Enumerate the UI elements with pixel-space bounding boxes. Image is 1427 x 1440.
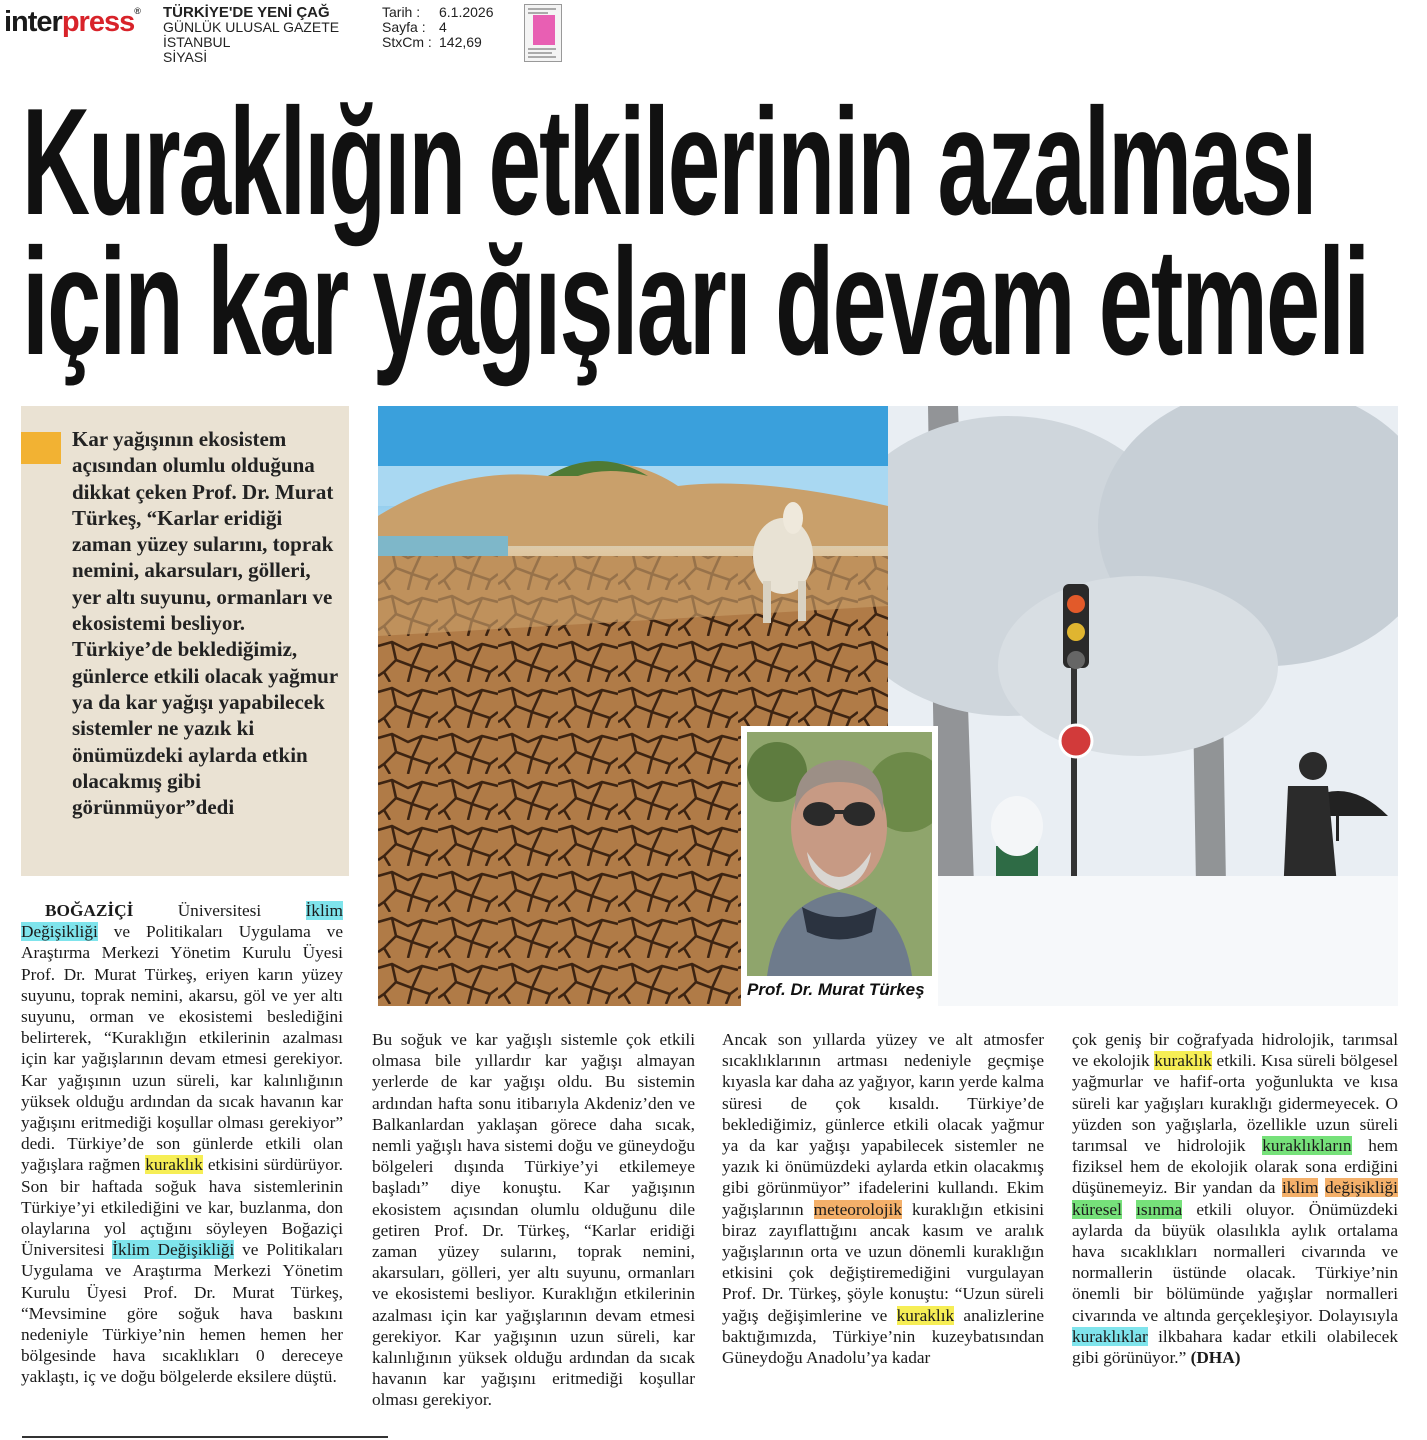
body-text: Üniversitesi	[133, 901, 306, 920]
headline-line-2: için kar yağışları devam etmeli	[22, 217, 1369, 387]
photo-caption: Prof. Dr. Murat Türkeş	[747, 980, 925, 999]
snow-photo	[888, 406, 1398, 1006]
interpress-logo	[4, 6, 140, 39]
page-value: 4	[439, 19, 447, 35]
date-label: Tarih :	[382, 4, 421, 20]
publication-frequency: GÜNLÜK ULUSAL GAZETE	[163, 19, 340, 35]
article-column-4	[1072, 1029, 1398, 1368]
headline-line-1: Kuraklığın etkilerinin azalması	[22, 77, 1316, 247]
article-column-3	[722, 1029, 1044, 1368]
source-tag: (DHA)	[1190, 1348, 1241, 1368]
stxcm-value: 142,69	[439, 34, 482, 50]
date-row	[382, 5, 494, 20]
highlight-term: değişikliği	[1325, 1178, 1398, 1198]
summary-text: Kar yağışının ekosistem açısından olumlu olduğuna dikkat çeken Prof. Dr. Murat Türkeş, “Karlar eridiği zaman yüzey sularını, toprak nemini, akarsuları, gölleri, yer altı suyunu, ormanları ve ekosistemi besliyor. Türkiye’de beklediğimiz, günlerce etkili olacak yağmur ya da kar yağışı yapabilecek sistemler ne yazık ki önümüzdeki aylarda etkin olacakmış gibi görünmüyor”dedi	[72, 427, 338, 820]
stxcm-row	[382, 35, 494, 50]
page-row	[382, 20, 494, 35]
highlight-term: İklim Değişikliği	[21, 901, 343, 942]
summary-marker	[21, 432, 61, 464]
highlight-term: iklim	[1281, 1178, 1319, 1198]
publication-name: TÜRKİYE'DE YENİ ÇAĞ	[163, 4, 330, 21]
article-column-1	[21, 900, 343, 1388]
body-text: analizlerine baktığımızda, Türkiye’nin kuzeybatısından Güneydoğu Anadolu’ya kadar	[722, 1305, 1045, 1368]
page-label: Sayfa :	[382, 19, 426, 35]
body-text: çok geniş bir coğrafyada hidrolojik, tarımsal ve ekolojik	[1072, 1030, 1398, 1071]
body-text: ilkbahara kadar etkili olabilecek gibi görünüyor.”	[1072, 1326, 1398, 1368]
publication-city: İSTANBUL	[163, 34, 231, 50]
publication-meta	[163, 5, 339, 65]
highlight-term: kuraklık	[1154, 1051, 1212, 1071]
highlight-term: meteorolojik	[813, 1199, 902, 1219]
logo-registered-mark: ®	[134, 6, 140, 16]
snow-illustration	[888, 406, 1398, 1006]
summary-box	[21, 406, 349, 876]
highlight-term: kuraklık	[896, 1305, 955, 1325]
page-thumbnail[interactable]	[524, 4, 562, 62]
portrait-image	[747, 732, 932, 976]
highlight-term: kuraklıkların	[1262, 1136, 1352, 1156]
highlight-term: küresel	[1072, 1199, 1122, 1219]
clipping-meta	[382, 5, 494, 50]
body-text: ve Politikaları Uygulama ve Araştırma Merkezi Yönetim Kurulu Üyesi Prof. Dr. Murat Türkeş, “Mevsimine göre soğuk hava baskını nedeniyle Türkiye’nin hemen hemen her bölgesinde hava sıcaklıkları 0 dereceye yaklaştı, iç ve doğu bölgelerde eksilere düştü.	[21, 1240, 343, 1387]
highlight-term: İklim Değişikliği	[112, 1240, 235, 1260]
body-text: ve Politikaları Uygulama ve Araştırma Merkezi Yönetim Kurulu Üyesi Prof. Dr. Murat Türkeş, eriyen karın yüzey suyunu, toprak nemini, akarsu, göl ve yer altı suyunu, orman ve ekosistemi beslediğini belirterek, “Kuraklığın etkilerinin azalması için kar yağışlarının devam etmesi gerekiyor. Kar yağışının uzun süreli, kar kalınlığının yüksek olduğu ardından da sıcak havanın kar yağışını eritmediği koşullar olması gerekiyor” dedi. Türkiye’de son günlerde etkili olan yağışlara rağmen	[21, 922, 343, 1175]
logo-part-2: press	[61, 6, 135, 38]
article-column-2: Bu soğuk ve kar yağışlı sistemle çok etkili olmasa bile yıllardır kar yağışı almayan yerlerde de kar yağışı oldu. Bu sistemin ardından hafta sonu itibarıyla Akdeniz’den ve Balkanlardan yaklaşan görece daha sıcak, nemli yağışlı hava sistemi doğu ve güneydoğu bölgeleri dışında Türkiye’yi etkilemeye başladı” diye konuştu. Kar yağışının ekosistem açısından olumlu olduğunu dile getiren Prof. Dr. Türkeş, “Karlar eridiği zaman yüzey sularını, toprak nemini, akarsuları, gölleri, yer altı suyunu, ormanları ve ekosistemi besliyor. Kuraklığın etkilerinin azalması için kar yağışlarının devam etmesi gerekiyor. Kar yağışının uzun süreli, kar kalınlığının yüksek olduğu ardından da sıcak havanın kar yağışını eritmediği koşullar olması gerekiyor.	[372, 1030, 695, 1410]
stxcm-label: StxCm :	[382, 34, 432, 50]
bottom-rule	[22, 1436, 388, 1438]
body-text: Ancak son yıllarda yüzey ve alt atmosfer sıcaklıklarının artması nedeniyle geçmişe kıyasla kar daha az yağıyor, karın yerde kalma süresi de çok kısaldı. Türkiye’de beklediğimiz, günlerce etkili olacak yağmur ya da kar yağışı yapabilecek sistemler ne yazık ki önümüzdeki aylarda etkin olacakmış gibi görünmüyor” ifadelerini kullandı. Ekim yağışlarının	[722, 1030, 1044, 1219]
highlight-term: ısınma	[1136, 1199, 1183, 1219]
body-text: etkili oluyor. Önümüzdeki aylarda da büyük olasılıkla aylık ortalama hava sıcaklıkları normalleri civarında ve normallerin üstünde olacak. Türkiye’nin önemli bir bölümünde yağışlar normalleri civarında ve altında gerçekleşiyor. Dolayısıyla	[1072, 1199, 1398, 1325]
body-text: kuraklığın etkisini biraz zayıflattığını ancak kasım ve aralık yağışlarının orta ve uzun dönemli kuraklığın etkisini çok değiştiremediğini vurgulayan Prof. Dr. Türkeş, şöyle konuştu: “Uzun süreli yağış değişimlerine ve	[722, 1199, 1044, 1325]
date-value: 6.1.2026	[439, 4, 494, 20]
body-text: etkisini sürdürüyor. Son bir haftada soğuk hava sistemlerinin Türkiye’yi etkilediğini ve kar, buzlanma, don olaylarına yol açtığını söyleyen Boğaziçi Üniversitesi	[21, 1155, 343, 1260]
highlight-term: kuraklıklar	[1072, 1326, 1148, 1346]
publication-category: SİYASİ	[163, 49, 208, 65]
highlight-term: kuraklık	[145, 1155, 203, 1175]
lead-word: BOĞAZİÇİ	[45, 901, 134, 920]
portrait-photo	[741, 726, 938, 1006]
body-text: etkili. Kısa süreli bölgesel yağmurlar ve hafif-orta yoğunlukta ve kısa süreli kar yağışları kuraklığı gidermeyecek. O yüzden son yağışlarla, özellikle uzun süreli tarımsal ve hidrolojik	[1072, 1051, 1398, 1156]
portrait-illustration	[747, 732, 932, 976]
body-text: hem fiziksel hem de ekolojik olarak sona erdiğini düşünemeyiz. Bir yandan da	[1072, 1136, 1398, 1198]
logo-part-1: inter	[4, 6, 62, 38]
